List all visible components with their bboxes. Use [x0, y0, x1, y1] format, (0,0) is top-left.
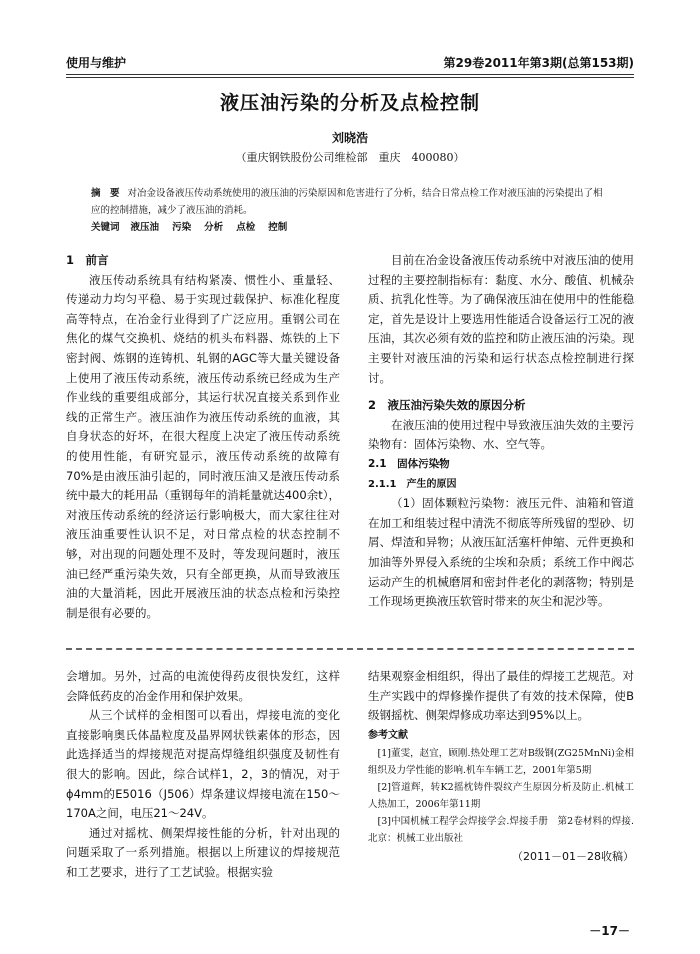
keywords — [91, 219, 611, 236]
article-separator — [66, 648, 634, 650]
keyword: 控制 — [268, 222, 288, 233]
section-heading: 2 液压油污染失效的原因分析 — [368, 398, 526, 413]
reference-item: [2]管道辉，转K2摇枕铸件裂纹产生原因分析及防止.机械工人热加工，2006年第11期 — [368, 782, 634, 811]
issue-info: 第29卷2011年第3期(总第153期) — [443, 56, 634, 70]
abstract-text: 对冶金设备液压传动系统使用的液压油的污染原因和危害进行了分析，结合日常点检工作对液压油的污染提出了相应的控制措施，减少了液压油的消耗。 — [91, 188, 603, 216]
received-date: （2011－01－28收稿） — [512, 850, 634, 864]
paragraph: 从三个试样的金相图可以看出，焊接电流的变化直接影响奥氏体晶粒度及晶界网状铁素体的形态，因此选择适当的焊接规范对提高焊缝组织强度及韧性有很大的影响。因此，综合试样1，2，3的情况，对于ϕ4mm的E5016（J506）焊条建议焊接电流在150～170A之间，电压21～24V。 — [66, 708, 340, 821]
paragraph: （1）固体颗粒污染物：液压元件、油箱和管道在加工和组装过程中清洗不彻底等所残留的型砂、切屑、焊渣和异物；从液压缸活塞杆伸缩、元件更换和加油等外界侵入系统的尘埃和杂质；系统工作中阀芯运动产生的机械磨屑和密封件老化的剥落物；特别是工作现场更换液压软管时带来的灰尘和泥沙等。 — [368, 496, 634, 609]
abstract-block — [91, 185, 611, 236]
subsection-heading: 2.1 固体污染物 — [368, 457, 450, 470]
paragraph: 结果观察金相组织，得出了最佳的焊接工艺规范。对生产实践中的焊修操作提供了有效的技术保障，使B级钢摇枕、侧架焊修成功率达到95%以上。 — [368, 669, 634, 723]
reference-item: [1]董雯，赵宜，顾刚.热处理工艺对B级钢(ZG25MnNi)金相组织及力学性能的影响.机车车辆工艺，2001年第5期 — [368, 748, 634, 777]
article-title: 液压油污染的分析及点检控制 — [219, 92, 480, 114]
subsubsection-heading: 2.1.1 产生的原因 — [368, 478, 457, 490]
reference-item: [3]中国机械工程学会焊接学会.焊接手册 第2卷材料的焊接.北京：机械工业出版社 — [368, 816, 634, 845]
header-rule — [66, 74, 634, 78]
keyword: 点检 — [236, 222, 256, 233]
column-top-right — [368, 251, 634, 612]
keywords-label: 关键词 — [91, 222, 120, 233]
page-number: －17－ — [589, 924, 630, 938]
article-author: 刘晓浩 — [331, 131, 368, 145]
keyword: 液压油 — [130, 222, 160, 233]
abstract-label: 摘 要 — [91, 188, 120, 199]
journal-section: 使用与维护 — [66, 56, 127, 70]
abstract — [91, 185, 611, 219]
paragraph: 会增加。另外，过高的电流使得药皮很快发红，这样会降低药皮的冶金作用和保护效果。 — [66, 669, 340, 703]
running-header — [66, 54, 634, 72]
references-heading: 参考文献 — [368, 729, 408, 741]
paragraph: 通过对摇枕、侧架焊接性能的分析，针对出现的问题采取了一系列措施。根据以上所建议的焊接规范和工艺要求，进行了工艺试验。根据实验 — [66, 825, 340, 879]
paragraph: 在液压油的使用过程中导致液压油失效的主要污染物有：固体污染物、水、空气等。 — [368, 417, 634, 452]
keyword: 污染 — [172, 222, 192, 233]
column-bottom-right — [368, 667, 634, 867]
author-affiliation: （重庆钢铁股份公司维检部 重庆 400080） — [235, 151, 465, 164]
column-bottom-left — [66, 667, 340, 883]
column-top-left — [66, 251, 340, 623]
section-heading: 1 前言 — [66, 253, 109, 267]
paragraph: 液压传动系统具有结构紧凑、惯性小、重量轻、传递动力均匀平稳、易于实现过载保护、标准化程度高等特点，在冶金行业得到了广泛应用。重钢公司在焦化的煤气交换机、烧结的机头布料器、炼铁的上下密封阀、炼钢的连铸机、轧钢的AGC等大量关键设备上使用了液压传动系统，液压传动系统已经成为生产作业线的重要组成部分，其运行状况直接关系到作业线的正常生产。液压油作为液压传动系统的血液，其自身状态的好坏，在很大程度上决定了液压传动系统的使用性能，有研究显示，液压传动系统的故障有70%是由液压油引起的，同时液压油又是液压传动系统中最大的耗用品（重钢每年的消耗量就达400余t），对液压传动系统的经济运行影响极大，而大家往往对液压油重要性认识不足，对日常点检的状态控制不够，对出现的问题处理不及时，等发现问题时，液压油已经严重污染失效，只有全部更换，从而导致液压油的大量消耗，因此开展液压油的状态点检和污染控制是很有必要的。 — [66, 272, 340, 620]
keyword: 分析 — [204, 222, 224, 233]
paragraph: 目前在冶金设备液压传动系统中对液压油的使用过程的主要控制指标有：黏度、水分、酸值、机械杂质、抗乳化性等。为了确保液压油在使用中的性能稳定，首先是设计上要选用性能适合设备运行工况的液压油，其次必须有效的监控和防止液压油的污染。现主要针对液压油的污染和运行状态点检控制进行探讨。 — [368, 253, 634, 385]
